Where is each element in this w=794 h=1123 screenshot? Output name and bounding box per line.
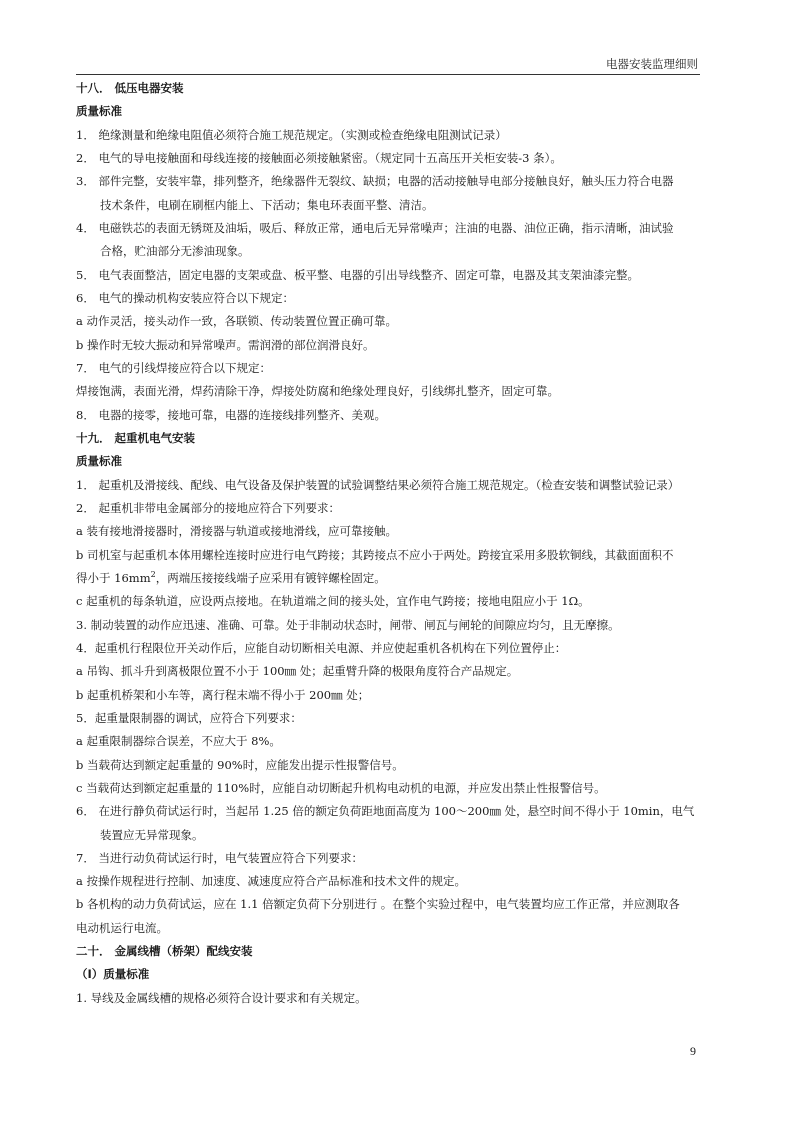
list-item: b 当载荷达到额定起重量的 90%时，应能发出提示性报警信号。 bbox=[76, 757, 404, 772]
running-header: 电器安装监理细则 bbox=[606, 57, 698, 71]
section-heading-18: 十八． 低压电器安装 bbox=[76, 81, 184, 95]
paragraph: 3. 制动装置的动作应迅速、准确、可靠。处于非制动状态时，闸带、闸瓦与闸轮的间隙应均匀，且无摩擦。 bbox=[76, 617, 620, 632]
page-number: 9 bbox=[690, 1044, 696, 1058]
list-item: b 起重机桥架和小车等，离行程末端不得小于 200㎜ 处； bbox=[76, 687, 370, 702]
list-item: b 司机室与起重机本体用螺栓连接时应进行电气跨接；其跨接点不应小于两处。跨接宜采用多股软铜线，其截面面积不 bbox=[76, 547, 674, 562]
section-heading-20: 二十． 金属线槽（桥架）配线安装 bbox=[76, 944, 253, 959]
list-item-continuation bbox=[76, 567, 700, 590]
paragraph: 5． 电气表面整洁，固定电器的支架或盘、板平整、电器的引出导线整齐、固定可靠，电器及其支架油漆完整。 bbox=[76, 267, 639, 282]
list-item: b 各机构的动力负荷试运，应在 1.1 倍额定负荷下分别进行 。在整个实验过程中，电气装置均应工作正常，并应测取各 bbox=[76, 897, 680, 912]
paragraph: 4．起重机行程限位开关动作后，应能自动切断相关电源、并应使起重机各机构在下列位置停止： bbox=[76, 640, 567, 655]
paragraph: 6． 在进行静负荷试运行时，当起吊 1.25 倍的额定负荷距地面高度为 100～200㎜ 处，悬空时间不得小于 10min，电气 bbox=[76, 804, 695, 819]
paragraph: 5．起重量限制器的调试，应符合下列要求： bbox=[76, 710, 302, 725]
paragraph: 1． 起重机及滑接线、配线、电气设备及保护装置的试验调整结果必须符合施工规范规定。（检查安装和调整试验记录） bbox=[76, 477, 680, 492]
section-heading-19: 十九． 起重机电气安装 bbox=[76, 430, 196, 445]
list-item: a 按操作规程进行控制、加速度、减速度应符合产品标准和技术文件的规定。 bbox=[76, 874, 467, 889]
subheading-quality-standard: （I）质量标准 bbox=[76, 967, 150, 982]
paragraph: 2． 起重机非带电金属部分的接地应符合下列要求： bbox=[76, 500, 340, 515]
paragraph-continuation: 合格，贮油部分无渗油现象。 bbox=[100, 244, 250, 259]
subheading-quality-standard: 质量标准 bbox=[76, 104, 122, 119]
list-item: b 操作时无较大振动和异常噪声。需润滑的部位润滑良好。 bbox=[76, 337, 375, 352]
paragraph: 3． 部件完整，安装牢靠，排列整齐，绝缘器件无裂纹、缺损；电器的活动接触导电部分接触良好，触头压力符合电器 bbox=[76, 174, 674, 189]
paragraph: 6． 电气的操动机构安装应符合以下规定： bbox=[76, 290, 294, 305]
list-item: c 当载荷达到额定起重量的 110%时，应能自动切断起升机构电动机的电源，并应发出禁止性报警信号。 bbox=[76, 780, 606, 795]
text-run: 得小于 16mm bbox=[76, 570, 151, 585]
paragraph: 8． 电器的接零，接地可靠，电器的连接线排列整齐、美观。 bbox=[76, 407, 386, 422]
list-item: a 吊钩、抓斗升到离极限位置不小于 100㎜ 处；起重臂升降的极限角度符合产品规定。 bbox=[76, 664, 519, 679]
paragraph: 4． 电磁铁芯的表面无锈斑及油垢，吸后、释放正常，通电后无异常噪声；注油的电器、油位正确，指示清晰，油试验 bbox=[76, 220, 674, 235]
paragraph: 1. 导线及金属线槽的规格必须符合设计要求和有关规定。 bbox=[76, 990, 367, 1005]
header-rule bbox=[76, 74, 700, 75]
list-item-continuation: 电动机运行电流。 bbox=[76, 920, 168, 935]
list-item: a 起重限制器综合误差，不应大于 8%。 bbox=[76, 734, 281, 749]
list-item: a 装有接地滑接器时，滑接器与轨道或接地滑线，应可靠接触。 bbox=[76, 524, 398, 539]
paragraph: 1． 绝缘测量和绝缘电阻值必须符合施工规范规定。（实测或检查绝缘电阻测试记录） bbox=[76, 127, 507, 142]
text-run: ，两端压接接线端子应采用有镀锌螺栓固定。 bbox=[155, 570, 386, 585]
superscript: 2 bbox=[150, 570, 156, 580]
list-item: c 起重机的每条轨道，应设两点接地。在轨道端之间的接头处，宜作电气跨接；接地电阻应小于 1Ω。 bbox=[76, 594, 590, 609]
document-body bbox=[76, 77, 700, 1010]
paragraph-continuation: 技术条件，电刷在刷框内能上、下活动；集电环表面平整、清洁。 bbox=[100, 197, 434, 212]
paragraph: 7． 当进行动负荷试运行时，电气装置应符合下列要求： bbox=[76, 850, 363, 865]
paragraph-continuation: 装置应无异常现象。 bbox=[100, 827, 204, 842]
paragraph: 焊接饱满，表面光滑，焊药清除干净，焊接处防腐和绝缘处理良好，引线绑扎整齐，固定可靠。 bbox=[76, 384, 559, 399]
paragraph: 7． 电气的引线焊接应符合以下规定： bbox=[76, 360, 271, 375]
list-item: a 动作灵活，接头动作一致，各联锁、传动装置位置正确可靠。 bbox=[76, 314, 398, 329]
subheading-quality-standard: 质量标准 bbox=[76, 454, 122, 469]
paragraph: 2． 电气的导电接触面和母线连接的接触面必须接触紧密。（规定同十五高压开关柜安装-3 条）。 bbox=[76, 150, 562, 165]
